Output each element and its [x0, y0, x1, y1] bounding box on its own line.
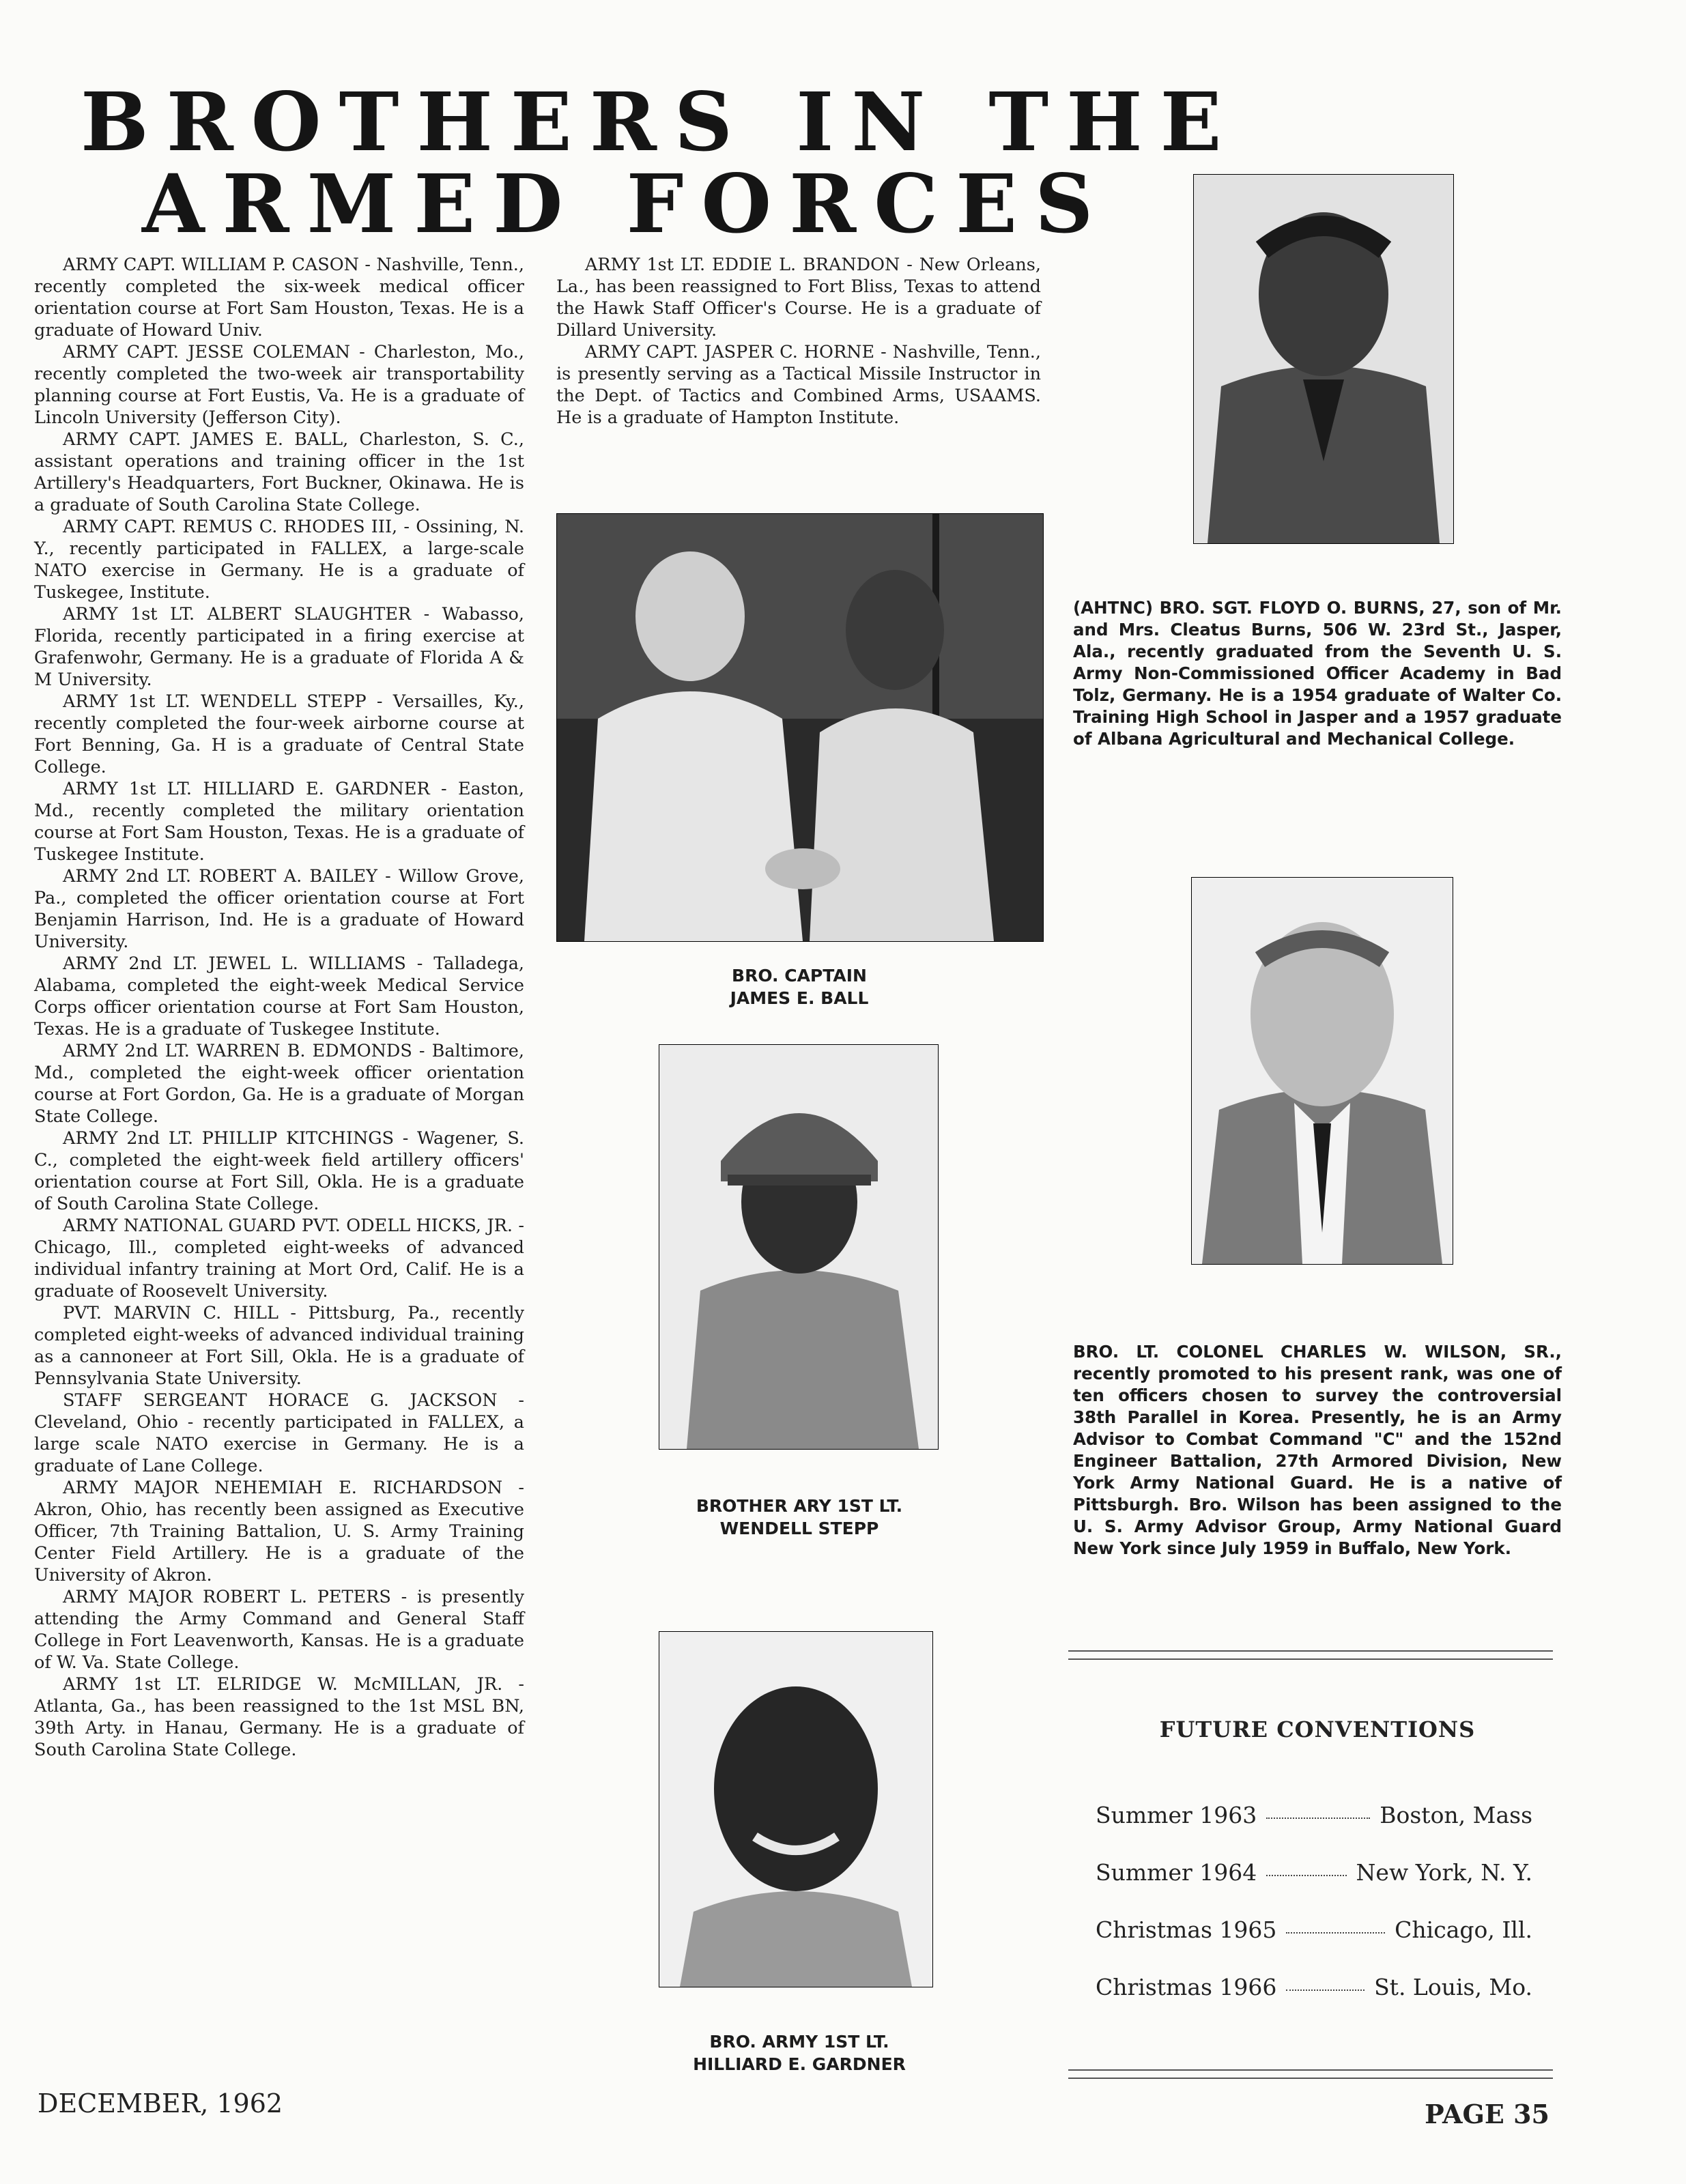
news-item: ARMY CAPT. JAMES E. BALL, Charleston, S. C., assistant operations and training officer in the 1st Artillery's Headquarters, Fort Buckner, Okinawa. He is a graduate of South Carolina State College.: [34, 429, 524, 515]
convention-when: Christmas 1966: [1096, 1974, 1277, 2000]
news-item: ARMY MAJOR NEHEMIAH E. RICHARDSON - Akron, Ohio, has recently been assigned as Executive Officer, 7th Training Battalion, U. S. Army Training Center Field Artillery. He is a graduate of the University of Akron.: [34, 1478, 524, 1585]
news-item: ARMY CAPT. REMUS C. RHODES III, - Ossining, N. Y., recently participated in FALLEX, a large-scale NATO exercise in Germany. He is a graduate of Tuskegee, Institute.: [34, 517, 524, 603]
convention-where: Chicago, Ill.: [1395, 1916, 1532, 1943]
news-item: ARMY NATIONAL GUARD PVT. ODELL HICKS, JR. - Chicago, Ill., completed eight-weeks of advanced individual infantry training at Mort Ord, Calif. He is a graduate of Roosevelt University.: [34, 1216, 524, 1302]
news-item: ARMY 2nd LT. PHILLIP KITCHINGS - Wagener, S. C., completed the eight-week field artillery officers' orientation course at Fort Sill, Okla. He is a graduate of South Carolina State College.: [34, 1128, 524, 1214]
middle-column: [556, 254, 1041, 429]
left-column: [34, 254, 524, 1761]
news-item: STAFF SERGEANT HORACE G. JACKSON - Cleveland, Ohio - recently participated in FALLEX, a large scale NATO exercise in Germany. He is a graduate of Lane College.: [34, 1390, 524, 1476]
caption-gardner-line2: HILLIARD E. GARDNER: [693, 2054, 906, 2074]
dot-leader: [1266, 1875, 1346, 1876]
photo-handshake: [556, 513, 1044, 942]
conventions-list: [1096, 1802, 1532, 2031]
convention-when: Summer 1963: [1096, 1802, 1257, 1828]
news-item: ARMY 1st LT. HILLIARD E. GARDNER - Easton, Md., recently completed the military orientation course at Fort Sam Houston, Texas. He is a graduate of Tuskegee Institute.: [34, 779, 524, 865]
page-title-line1: BROTHERS IN THE: [81, 74, 1240, 169]
divider: [1068, 1650, 1553, 1652]
news-item: ARMY CAPT. JESSE COLEMAN - Charleston, Mo., recently completed the two-week air transportability planning course at Fort Eustis, Va. He is a graduate of Lincoln University (Jefferson City).: [34, 342, 524, 428]
dot-leader: [1286, 1932, 1385, 1934]
list-item: [1096, 1974, 1532, 2031]
photo-gardner: [659, 1631, 933, 1987]
list-item: [1096, 1916, 1532, 1974]
caption-ball-line2: JAMES E. BALL: [730, 988, 869, 1008]
news-item: ARMY CAPT. JASPER C. HORNE - Nashville, Tenn., is presently serving as a Tactical Missile Instructor in the Dept. of Tactics and Combined Arms, USAAMS. He is a graduate of Hampton Institute.: [556, 342, 1041, 428]
photo-stepp: [659, 1044, 939, 1450]
news-item: ARMY 1st LT. EDDIE L. BRANDON - New Orleans, La., has been reassigned to Fort Bliss, Texas to attend the Hawk Staff Officer's Course. He is a graduate of Dillard University.: [556, 255, 1041, 341]
divider: [1068, 1658, 1553, 1660]
list-item: [1096, 1859, 1532, 1916]
bio-burns: (AHTNC) BRO. SGT. FLOYD O. BURNS, 27, son of Mr. and Mrs. Cleatus Burns, 506 W. 23rd St., Jasper, Ala., recently graduated from the Seventh U. S. Army Non-Commissioned Officer Academy in Bad Tolz, Germany. He is a 1954 graduate of Walter Co. Training High School in Jasper and a 1957 graduate of Albana Agricultural and Mechanical College.: [1073, 598, 1562, 749]
caption-stepp-line2: WENDELL STEPP: [719, 1519, 879, 1538]
caption-ball-line1: BRO. CAPTAIN: [732, 966, 867, 986]
news-item: ARMY 1st LT. WENDELL STEPP - Versailles, Ky., recently completed the four-week airborne course at Fort Benning, Ga. H is a graduate of Central State College.: [34, 691, 524, 777]
news-item: ARMY 2nd LT. ROBERT A. BAILEY - Willow Grove, Pa., completed the officer orientation course at Fort Benjamin Harrison, Ind. He is a graduate of Howard University.: [34, 866, 524, 952]
caption-stepp-line1: BROTHER ARY 1ST LT.: [696, 1496, 903, 1516]
news-item: ARMY CAPT. WILLIAM P. CASON - Nashville, Tenn., recently completed the six-week medical officer orientation course at Fort Sam Houston, Texas. He is a graduate of Howard Univ.: [34, 255, 524, 341]
convention-where: New York, N. Y.: [1356, 1859, 1532, 1886]
convention-when: Christmas 1965: [1096, 1916, 1277, 1943]
news-item: ARMY 2nd LT. JEWEL L. WILLIAMS - Talladega, Alabama, completed the eight-week Medical Service Corps officer orientation course at Fort Sam Houston, Texas. He is a graduate of Tuskegee Institute.: [34, 953, 524, 1039]
news-item: ARMY 1st LT. ELRIDGE W. McMILLAN, JR. - Atlanta, Ga., has been reassigned to the 1st MSL BN, 39th Arty. in Hanau, Germany. He is a graduate of South Carolina State College.: [34, 1674, 524, 1760]
convention-when: Summer 1964: [1096, 1859, 1257, 1886]
divider: [1068, 2069, 1553, 2071]
news-item: ARMY 1st LT. ALBERT SLAUGHTER - Wabasso, Florida, recently participated in a firing exercise at Grafenwohr, Germany. He is a graduate of Florida A & M University.: [34, 604, 524, 690]
conventions-title: FUTURE CONVENTIONS: [1159, 1716, 1476, 1742]
photo-burns: [1193, 174, 1454, 544]
caption-gardner-line1: BRO. ARMY 1ST LT.: [709, 2032, 889, 2052]
convention-where: St. Louis, Mo.: [1374, 1974, 1532, 2000]
news-item: ARMY MAJOR ROBERT L. PETERS - is presently attending the Army Command and General Staff College in Fort Leavenworth, Kansas. He is a graduate of W. Va. State College.: [34, 1587, 524, 1673]
dot-leader: [1286, 1989, 1364, 1991]
divider: [1068, 2078, 1553, 2079]
photo-wilson: [1191, 877, 1453, 1265]
dot-leader: [1266, 1817, 1370, 1819]
page-number: PAGE 35: [1425, 2099, 1549, 2129]
news-item: PVT. MARVIN C. HILL - Pittsburg, Pa., recently completed eight-weeks of advanced individual training as a cannoneer at Fort Sill, Okla. He is a graduate of Pennsylvania State University.: [34, 1303, 524, 1389]
page-title-line2: ARMED FORCES: [142, 156, 1111, 251]
bio-wilson: BRO. LT. COLONEL CHARLES W. WILSON, SR., recently promoted to his present rank, was one of ten officers chosen to survey the controversial 38th Parallel in Korea. Presently, he is an Army Advisor to Combat Command "C" and the 152nd Engineer Battalion, 27th Armored Division, New York Army National Guard. He is a native of Pittsburgh. Bro. Wilson has been assigned to the U. S. Army Advisor Group, Army National Guard New York since July 1959 in Buffalo, New York.: [1073, 1342, 1562, 1558]
news-item: ARMY 2nd LT. WARREN B. EDMONDS - Baltimore, Md., completed the eight-week officer orientation course at Fort Gordon, Ga. He is a graduate of Morgan State College.: [34, 1041, 524, 1127]
list-item: [1096, 1802, 1532, 1859]
issue-date: DECEMBER, 1962: [38, 2088, 283, 2118]
convention-where: Boston, Mass: [1380, 1802, 1532, 1828]
